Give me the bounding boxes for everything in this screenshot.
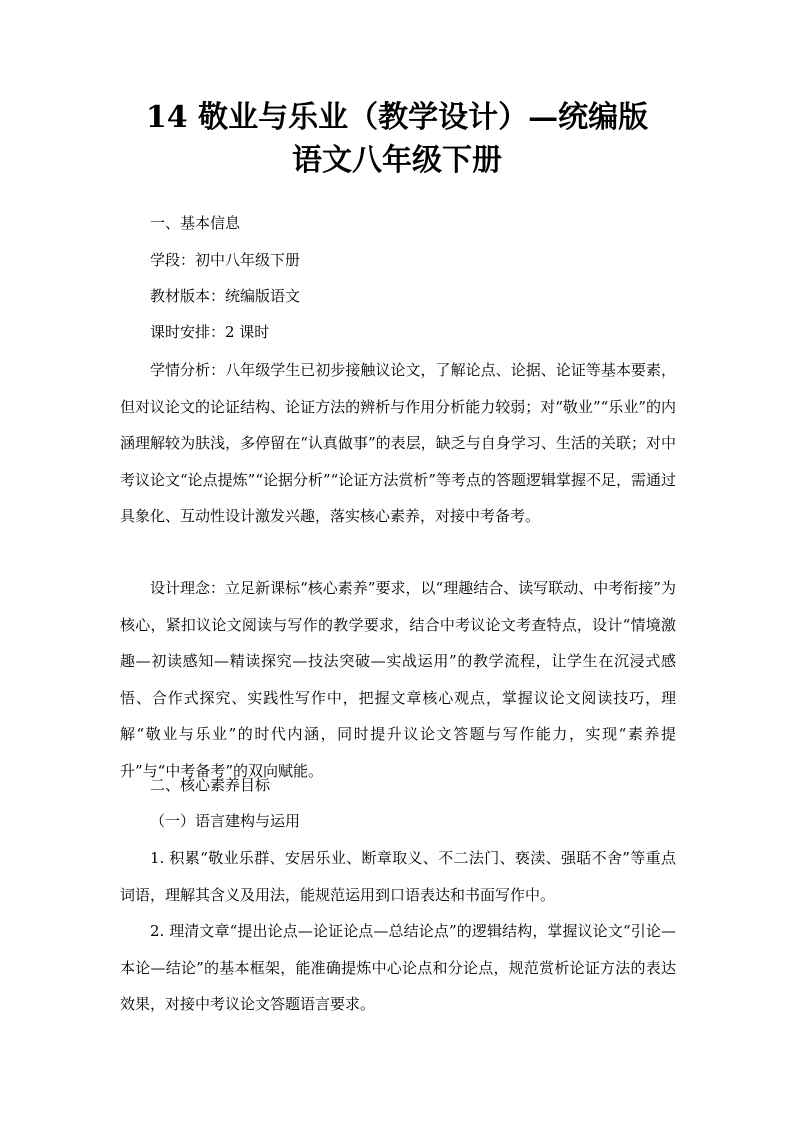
objective-item-2: 2. 理清文章“提出论点—论证论点—总结论点”的逻辑结构，掌握议论文“引论—本论—结论”的基本框架，能准确提炼中心论点和分论点，规范赏析论证方法的表达效果，对接中考议论文答题语言要求。 — [120, 922, 676, 1013]
document-title-line-1: 14 敬业与乐业（教学设计）—统编版 — [145, 100, 649, 135]
info-hours: 课时安排：2 课时 — [150, 323, 270, 341]
document-title-line-2: 语文八年级下册 — [292, 143, 502, 178]
section-heading-basic-info: 一、基本信息 — [150, 214, 241, 232]
info-stage: 学段：初中八年级下册 — [150, 251, 301, 269]
section-heading-core-literacy: 二、核心素养目标 — [150, 776, 271, 794]
learning-analysis-paragraph: 学情分析：八年级学生已初步接触议论文，了解论点、论据、论证等基本要素，但对议论文的论证结构、论证方法的辨析与作用分析能力较弱；对“敬业”“乐业”的内涵理解较为肤浅，多停留在“认真做事”的表层，缺乏与自身学习、生活的关联；对中考议论文“论点提炼”“论据分析”“论证方法赏析”等考点的答题逻辑掌握不足，需通过具象化、互动性设计激发兴趣，落实核心素养，对接中考备考。 — [120, 361, 677, 525]
design-concept-paragraph: 设计理念：立足新课标“核心素养”要求，以“理趣结合、读写联动、中考衔接”为核心，紧扣议论文阅读与写作的教学要求，结合中考议论文考查特点，设计“情境激趣—初读感知—精读探究—技法突破—实战运用”的教学流程，让学生在沉浸式感悟、合作式探究、实践性写作中，把握文章核心观点，掌握议论文阅读技巧，理解“敬业与乐业”的时代内涵，同时提升议论文答题与写作能力，实现“素养提升”与“中考备考”的双向赋能。 — [120, 579, 676, 780]
info-edition: 教材版本：统编版语文 — [150, 287, 301, 305]
objective-item-1: 1. 积累“敬业乐群、安居乐业、断章取义、不二法门、亵渎、强聒不舍”等重点词语，理解其含义及用法，能规范运用到口语表达和书面写作中。 — [120, 849, 676, 904]
subsection-heading-language: （一）语言建构与运用 — [150, 812, 301, 830]
